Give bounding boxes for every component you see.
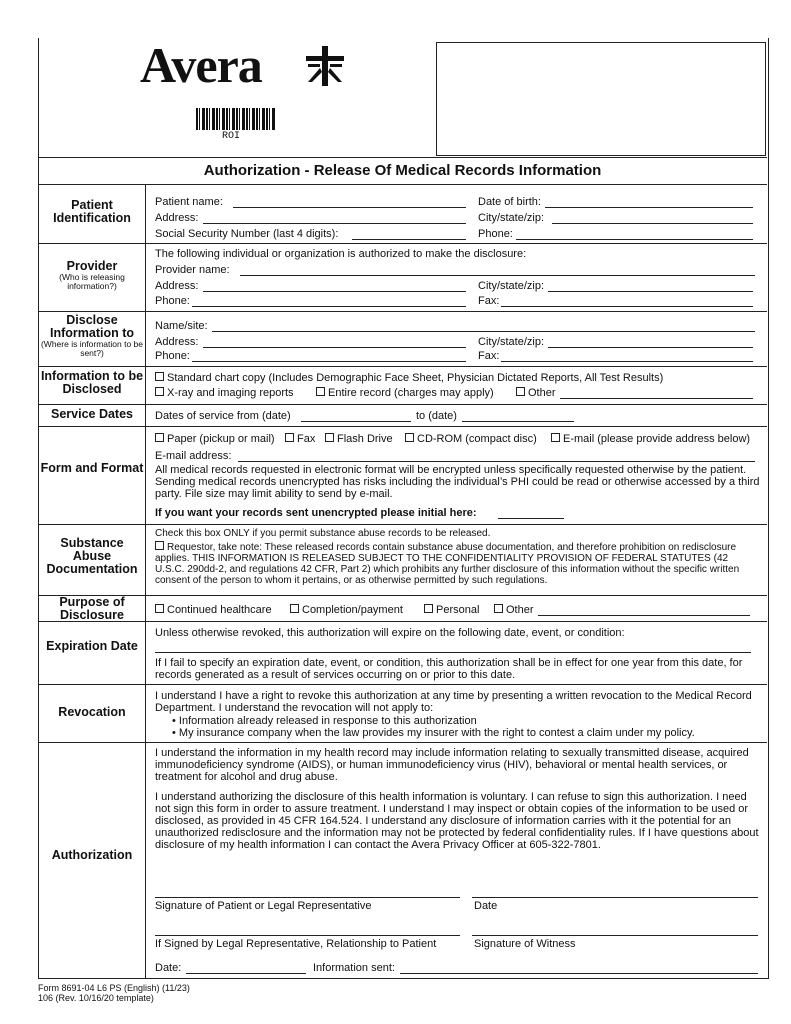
patient-signature-line[interactable] — [155, 897, 460, 898]
dob-label: Date of birth: — [478, 196, 541, 208]
provider-phone-field[interactable] — [192, 306, 466, 307]
patient-name-field[interactable] — [233, 207, 466, 208]
row-divider — [38, 311, 767, 312]
revocation-text: I understand I have a right to revoke this authorization at any time by presenting a written revocation to the Medical Record Department. I understand the revocation will not apply to: — [155, 690, 752, 714]
patient-identification-label: Patient Identification — [53, 198, 131, 225]
signature-date-line[interactable] — [472, 897, 758, 898]
revocation-bullet1: • Information already released in response to this authorization — [172, 715, 477, 727]
provider-fax-field[interactable] — [501, 306, 753, 307]
patient-address-label: Address: — [155, 212, 199, 224]
row-divider — [38, 742, 767, 743]
label-column-divider — [145, 185, 146, 978]
witness-signature-line[interactable] — [472, 935, 758, 936]
standard-chart-text: Standard chart copy (Includes Demographic Face Sheet, Physician Dictated Reports, All Test Results) — [167, 372, 664, 384]
expiration-label: Expiration Date — [46, 639, 138, 653]
provider-intro: The following individual or organization is authorized to make the disclosure: — [155, 248, 527, 260]
patient-city-label: City/state/zip: — [478, 212, 545, 224]
disclose-fax-field[interactable] — [501, 361, 753, 362]
information-sent-label: Information sent: — [313, 962, 395, 974]
cd-rom-option[interactable] — [405, 433, 537, 445]
row-divider — [38, 684, 767, 685]
relationship-line[interactable] — [155, 935, 460, 936]
provider-address-label: Address: — [155, 280, 199, 292]
provider-fax-label: Fax: — [478, 295, 500, 307]
row-divider — [38, 404, 767, 405]
substance-checkbox[interactable] — [155, 541, 164, 550]
purpose-label: Purpose of Disclosure — [59, 595, 125, 622]
purpose-payment-option[interactable] — [290, 604, 403, 616]
provider-city-field[interactable] — [548, 291, 753, 292]
email-option[interactable] — [551, 433, 750, 445]
purpose-healthcare-text: Continued healthcare — [167, 604, 272, 616]
provider-phone-label: Phone: — [155, 295, 190, 307]
expiration-field[interactable] — [155, 652, 751, 653]
paper-text: Paper (pickup or mail) — [167, 433, 275, 445]
row-divider — [38, 621, 767, 622]
entire-record-text: Entire record (charges may apply) — [328, 387, 494, 399]
patient-sticker-box — [436, 42, 766, 156]
date-caption: Date — [474, 900, 498, 912]
dates-to-field[interactable] — [462, 421, 574, 422]
substance-permit-line: Check this box ONLY if you permit substance abuse records to be released. — [155, 528, 491, 539]
row-divider — [38, 243, 767, 244]
dates-from-label: Dates of service from (date) — [155, 410, 291, 422]
barcode-caption: ROI — [222, 131, 241, 142]
disclose-fax-label: Fax: — [478, 350, 500, 362]
date-sent-field[interactable] — [186, 973, 306, 974]
disclose-phone-label: Phone: — [155, 350, 190, 362]
info-other-option[interactable] — [516, 387, 556, 399]
disclose-sublabel: (Where is information to be sent?) — [40, 339, 144, 358]
standard-chart-option[interactable] — [155, 372, 663, 384]
revocation-bullet1-text: Information already released in response to this authorization — [178, 715, 477, 727]
disclose-address-label: Address: — [155, 336, 199, 348]
row-divider — [38, 426, 767, 427]
dates-from-field[interactable] — [301, 421, 411, 422]
template-revision: 106 (Rev. 10/16/20 template) — [38, 993, 154, 1003]
dob-field[interactable] — [545, 207, 753, 208]
encryption-notice: All medical records requested in electronic format will be encrypted unless specifically requested otherwise by the patient. Sending medical records unencrypted has risks including the individual’s PHI could be read or otherwise accessed by a third party. File size may limit ability to send by e-mail. — [155, 464, 760, 500]
patient-city-field[interactable] — [552, 223, 753, 224]
purpose-personal-checkbox[interactable] — [424, 604, 433, 613]
provider-city-label: City/state/zip: — [478, 280, 545, 292]
purpose-personal-text: Personal — [436, 604, 480, 616]
purpose-other-field[interactable] — [538, 615, 750, 616]
provider-name-label: Provider name: — [155, 264, 230, 276]
service-dates-label: Service Dates — [50, 407, 133, 421]
info-other-checkbox[interactable] — [516, 387, 525, 396]
purpose-personal-option[interactable] — [424, 604, 479, 616]
purpose-healthcare-option[interactable] — [155, 604, 272, 616]
disclose-phone-field[interactable] — [192, 361, 466, 362]
patient-signature-caption: Signature of Patient or Legal Representative — [155, 900, 372, 912]
purpose-payment-text: Completion/payment — [302, 604, 403, 616]
substance-notice-text: Requestor, take note: These released records contain substance abuse documentation, and therefore prohibition on redisclosure applies. THIS INFORMATION IS RELEASED SUBJECT TO THE CONFIDENTIALITY PROVISION OF FEDERAL STATUTES (42 U.S.C. 290dd-2, and regulations 42 CFR, Part 2) which prohibits any further disclosure of this information without the specific written consent of the person to whom it pertains, or as otherwise permitted by such regulations. — [155, 542, 740, 586]
provider-sublabel: (Who is releasing information?) — [59, 272, 125, 291]
row-divider — [38, 524, 767, 525]
provider-address-field[interactable] — [203, 291, 466, 292]
email-text: E-mail (please provide address below) — [563, 433, 751, 445]
cd-rom-text: CD-ROM (compact disc) — [417, 433, 537, 445]
purpose-other-checkbox[interactable] — [494, 604, 503, 613]
patient-phone-field[interactable] — [516, 239, 753, 240]
date-sent-label: Date: — [155, 962, 182, 974]
substance-abuse-label: Substance Abuse Documentation — [46, 536, 138, 576]
fax-checkbox[interactable] — [285, 433, 294, 442]
revocation-bullet2-text: My insurance company when the law provides my insurer with the right to contest a claim under my policy. — [178, 727, 695, 739]
fax-text: Fax — [297, 433, 316, 445]
ssn-label: Social Security Number (last 4 digits): — [155, 228, 339, 240]
row-divider — [38, 595, 767, 596]
purpose-payment-checkbox[interactable] — [290, 604, 299, 613]
avera-cross-logo-icon — [306, 46, 344, 86]
info-disclosed-label: Information to be Disclosed — [40, 369, 144, 396]
information-sent-field[interactable] — [400, 973, 758, 974]
xray-option[interactable] — [155, 387, 294, 399]
barcode — [196, 108, 276, 130]
disclose-city-field[interactable] — [548, 347, 753, 348]
expiration-line1: Unless otherwise revoked, this authorization will expire on the following date, event, or condition: — [155, 627, 625, 639]
ssn-field[interactable] — [352, 239, 466, 240]
email-address-label: E-mail address: — [155, 450, 232, 462]
entire-record-option[interactable] — [316, 387, 494, 399]
authorization-p2: I understand authorizing the disclosure of this health information is voluntary. I can refuse to sign this authorization. I need not sign this form in order to assure treatment. I understand I may inspect or obtain copies of the information to be used or disclosed, as provided in 45 CFR 164.524. I understand any disclosure of information carries with it the potential for an unauthorized redisclosure and the information may not be protected by federal confidentiality rules. If I have questions about disclosure of my health information I can contact the Avera Privacy Officer at 605-322-7801. — [155, 791, 759, 851]
patient-name-label: Patient name: — [155, 196, 223, 208]
form-number: Form 8691-04 L6 PS (English) (11/23) — [38, 983, 190, 993]
paper-option[interactable] — [155, 433, 275, 445]
disclose-name-field[interactable] — [212, 331, 755, 332]
row-divider — [38, 366, 767, 367]
flash-drive-option[interactable] — [325, 433, 393, 445]
expiration-line2: If I fail to specify an expiration date, event, or condition, this authorization shall be in effect for one year from this date, for records generated as a result of services occurring on or prior to this date. — [155, 657, 743, 681]
patient-phone-label: Phone: — [478, 228, 513, 240]
disclose-label — [40, 314, 144, 358]
info-other-field[interactable] — [560, 398, 753, 399]
fax-option[interactable] — [285, 433, 315, 445]
disclose-label-text: Disclose Information to — [49, 313, 134, 340]
email-address-field[interactable] — [238, 461, 755, 462]
email-checkbox[interactable] — [551, 433, 560, 442]
standard-chart-checkbox[interactable] — [155, 372, 164, 381]
xray-checkbox[interactable] — [155, 387, 164, 396]
purpose-other-option[interactable] — [494, 604, 534, 616]
relationship-caption: If Signed by Legal Representative, Relationship to Patient — [155, 938, 437, 950]
avera-logo-text: Avera — [140, 37, 262, 93]
entire-record-checkbox[interactable] — [316, 387, 325, 396]
disclose-name-label: Name/site: — [155, 320, 208, 332]
paper-checkbox[interactable] — [155, 433, 164, 442]
unencrypted-initial-label: If you want your records sent unencrypted please initial here: — [155, 507, 477, 519]
purpose-other-text: Other — [506, 604, 534, 616]
revocation-bullet2: • My insurance company when the law provides my insurer with the right to contest a claim under my policy. — [172, 727, 695, 739]
provider-label — [40, 260, 144, 291]
flash-drive-checkbox[interactable] — [325, 433, 334, 442]
info-other-text: Other — [528, 387, 556, 399]
flash-drive-text: Flash Drive — [337, 433, 393, 445]
substance-notice — [155, 541, 760, 586]
revocation-label: Revocation — [58, 705, 126, 719]
purpose-healthcare-checkbox[interactable] — [155, 604, 164, 613]
unencrypted-initial-field[interactable] — [498, 518, 564, 519]
provider-name-field[interactable] — [240, 275, 755, 276]
authorization-p1: I understand the information in my health record may include information relating to sexually transmitted disease, acquired immunodeficiency syndrome (AIDS), or human immunodeficiency virus (HIV), behavioral or mental health services, or treatment for alcohol and drug abuse. — [155, 747, 749, 783]
disclose-city-label: City/state/zip: — [478, 336, 545, 348]
dates-to-label: to (date) — [416, 410, 457, 422]
authorization-label: Authorization — [51, 848, 133, 862]
xray-text: X-ray and imaging reports — [167, 387, 294, 399]
form-title: Authorization - Release Of Medical Records Information — [38, 157, 767, 185]
form-format-label: Form and Format — [40, 461, 144, 475]
patient-address-field[interactable] — [203, 223, 466, 224]
witness-caption: Signature of Witness — [474, 938, 576, 950]
disclose-address-field[interactable] — [203, 347, 466, 348]
cd-rom-checkbox[interactable] — [405, 433, 414, 442]
provider-label-text: Provider — [66, 259, 118, 273]
